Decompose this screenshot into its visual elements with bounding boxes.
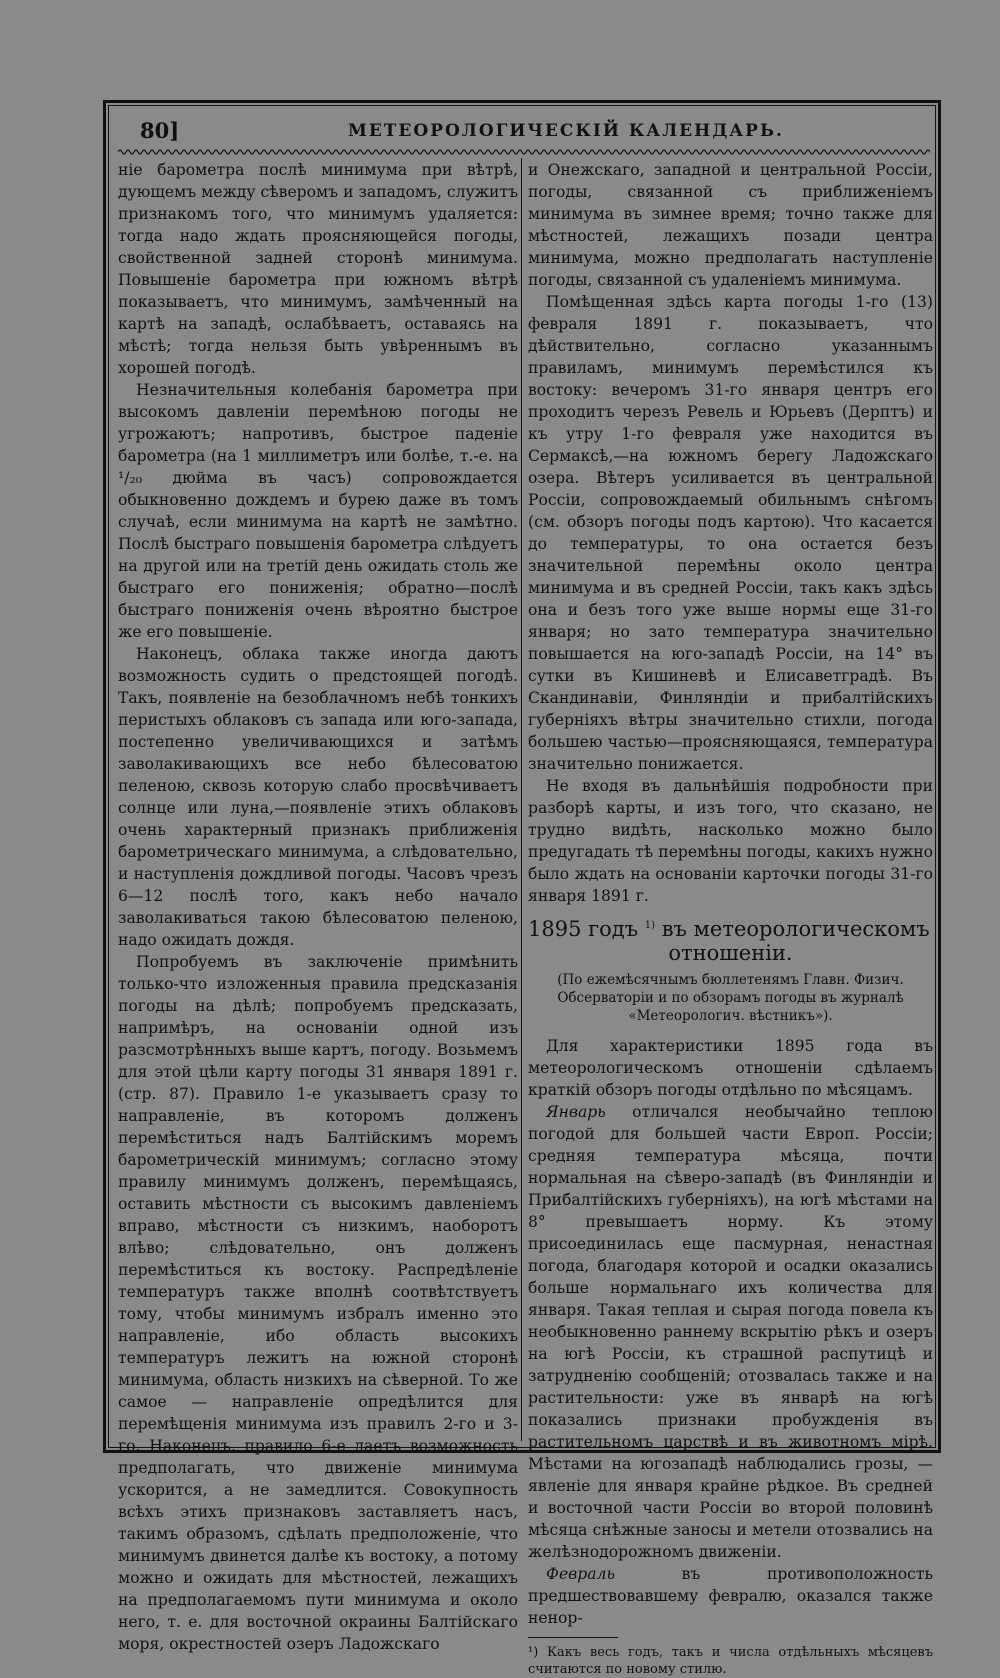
header-wavy-rule [118,147,930,157]
page-header [118,118,930,148]
paragraph-january [528,1101,933,1563]
paragraph: Для характеристики 1895 года въ метеорологическомъ отношенiи сдѣлаемъ краткiй обзоръ погоды отдѣльно по мѣсяцамъ. [528,1037,933,1099]
month-text: въ противоположность предшествовавшему февралю, оказался также ненор- [528,1565,933,1627]
month-label: Февраль [546,1565,615,1583]
paragraph: Помѣщенная здѣсь карта погоды 1-го (13) февраля 1891 г. показываетъ, что дѣйствительно, согласно указаннымъ правиламъ, минимумъ перемѣстился къ востоку: вечеромъ 31-го января центръ его проходитъ черезъ Ревель и Юрьевъ (Дерптъ) и къ утру 1-го февраля уже находится въ Сермаксѣ,—на южномъ берегу Ладожскаго озера. Вѣтеръ усиливается въ центральной Россiи, сопровождаемый обильнымъ снѣгомъ (см. обзоръ погоды подъ картою). Что касается до температуры, то она остается безъ значительной перемѣны около центра минимума и въ средней Россiи, такъ какъ здѣсь она и безъ того уже выше нормы еще 31-го января; но зато температура значительно повышается на юго-западѣ Россiи, на 14° въ сутки въ Кишиневѣ и Елисаветградѣ. Въ Скандинавiи, Финляндiи и прибалтiйскихъ губернiяхъ вѣтры значительно стихли, погода большею частью—проясняющаяся, температура значительно понижается. [528,293,933,773]
section-source-note: (По ежемѣсячнымъ бюллетенямъ Главн. Физич. Обсерваторiи и по обзорамъ погоды въ журналѣ «Метеорологич. вѣстникъ»). [557,972,904,1024]
footnote: ¹) Какъ весь годъ, такъ и числа отдѣльныхъ мѣсяцевъ считаются по новому стилю. [528,1645,933,1677]
page-number: 80] [140,118,180,143]
paragraph: Попробуемъ въ заключенiе примѣнить только-что изложенныя правила предсказанiя погоды на дѣлѣ; попробуемъ предсказать, напримѣръ, на основанiи одной изъ разсмотрѣнныхъ выше картъ, погоду. Возьмемъ для этой цѣли карту погоды 31 января 1891 г. (стр. 87). Правило 1-е указываетъ сразу то направленiе, въ которомъ долженъ перемѣститься надъ Балтiйскимъ моремъ барометрическiй минимумъ; согласно этому правилу минимумъ долженъ, перемѣщаясь, оставить мѣстности съ высокимъ давленiемъ вправо, мѣстности съ низкимъ, наоборотъ влѣво; слѣдовательно, онъ долженъ перемѣститься къ востоку. Распредѣленiе температуръ также вполнѣ соотвѣтствуетъ тому, чтобы минимумъ избралъ именно это направленiе, ибо область высокихъ температуръ лежитъ на южной сторонѣ минимума, область низкихъ на сѣверной. То же самое — направленiе опредѣлится для перемѣщенiя минимума изъ правилъ 2-го и 3-го. Наконецъ, правило 6-е даетъ возможность предполагать, что движенiе минимума ускорится, а не замедлится. Совокупность всѣхъ этихъ признаковъ заставляетъ насъ, такимъ образомъ, сдѣлать предположенiе, что минимумъ двинется далѣе къ востоку, а потому можно и ожидать для мѣстностей, лежащихъ на предполагаемомъ пути минимума и около него, т. е. для восточной окраины Балтiйскаго моря, окрестностей озеръ Ладожскаго [118,953,518,1653]
paragraph: и Онежскаго, западной и центральной Россiи, погоды, связанной съ приближенiемъ минимума въ зимнее время; точно также для мѣстностей, лежащихъ позади центра минимума, можно предполагать наступленiе погоды, связанной съ удаленiемъ минимума. [528,161,933,289]
running-title: МЕТЕОРОЛОГИЧЕСКIЙ КАЛЕНДАРЬ. [348,121,784,141]
paragraph: нiе барометра послѣ минимума при вѣтрѣ, дующемъ между сѣверомъ и западомъ, служитъ признакомъ того, что минимумъ удаляется: тогда надо ждать проясняющейся погоды, свойственной задней сторонѣ минимума. Повышенiе барометра при южномъ вѣтрѣ показываетъ, что минимумъ, замѣченный на картѣ на западѣ, ослабѣваетъ, оставаясь на мѣстѣ; тогда нельзя быть увѣреннымъ въ хорошей погодѣ. [118,161,518,377]
footnote-rule [528,1637,618,1638]
section-title-line2: отношенiи. [668,941,793,965]
section-title-rest: въ метеорологическомъ [661,917,930,941]
month-label: Январь [546,1103,606,1121]
column-divider [521,158,522,1441]
section-year: 1895 годъ [528,917,639,941]
left-column [118,159,518,1655]
paragraph: Незначительныя колебанiя барометра при высокомъ давленiи перемѣною погоды не угрожаютъ; напротивъ, быстрое паденiе барометра (на 1 миллиметръ или болѣе, т.-е. на ¹/₂₀ дюйма въ часъ) сопровождается обыкновенно дождемъ и бурею даже въ томъ случаѣ, если минимума на картѣ не замѣтно. Послѣ быстраго повышенiя барометра слѣдуетъ на другой или на третiй день ожидать столь же быстраго его пониженiя; обратно—послѣ быстраго пониженiя очень вѣроятно быстрое же его повышенiе. [118,381,518,641]
paragraph: Не входя въ дальнѣйшiя подробности при разборѣ карты, и изъ того, что сказано, не трудно видѣть, насколько можно было предугадать тѣ перемѣны погоды, какихъ нужно было ждать на основанiи карточки погоды 31-го января 1891 г. [528,777,933,905]
month-text: отличался необычайно теплою погодой для большей части Европ. Россiи; средняя температура мѣсяца, почти нормальная на сѣверо-западѣ (въ Финляндiи и Прибалтiйскихъ губернiяхъ), на югѣ мѣстами на 8° превышаетъ норму. Къ этому присоединилась еще пасмурная, ненастная погода, благодаря которой и осадки оказались больше нормальнаго ихъ количества для января. Такая теплая и сырая погода повела къ необыкновенно раннему вскрытiю рѣкъ и озеръ на югѣ Россiи, къ страшной распутицѣ и затрудненiю сообщенiй; отозвалась также и на растительности: уже въ январѣ на югѣ показались признаки пробужденiя въ растительномъ царствѣ и въ животномъ мiрѣ. Мѣстами на югозападѣ наблюдались грозы, — явленiе для января крайне рѣдкое. Въ средней и восточной части Россiи во второй половинѣ мѣсяца снѣжные заносы и метели отозвались на желѣзнодорожномъ движенiи. [528,1103,933,1561]
paragraph-february [528,1563,933,1629]
paragraph: Наконецъ, облака также иногда даютъ возможность судить о предстоящей погодѣ. Такъ, появленiе на безоблачномъ небѣ тонкихъ перистыхъ облаковъ съ запада или юго-запада, постепенно увеличивающихся и затѣмъ заволакивающихъ все небо бѣлесоватою пеленою, сквозь которую слабо просвѣчиваетъ солнце или луна,—появленiе этихъ облаковъ очень характерный признакъ приближенiя барометрическаго минимума, а слѣдовательно, и наступленiя дождливой погоды. Часовъ чрезъ 6—12 послѣ того, какъ небо начало заволакиваться такою бѣлесоватою пеленою, надо ожидать дождя. [118,645,518,949]
section-title [528,917,933,941]
footnote-mark: 1) [644,920,656,931]
right-column [528,159,933,1678]
